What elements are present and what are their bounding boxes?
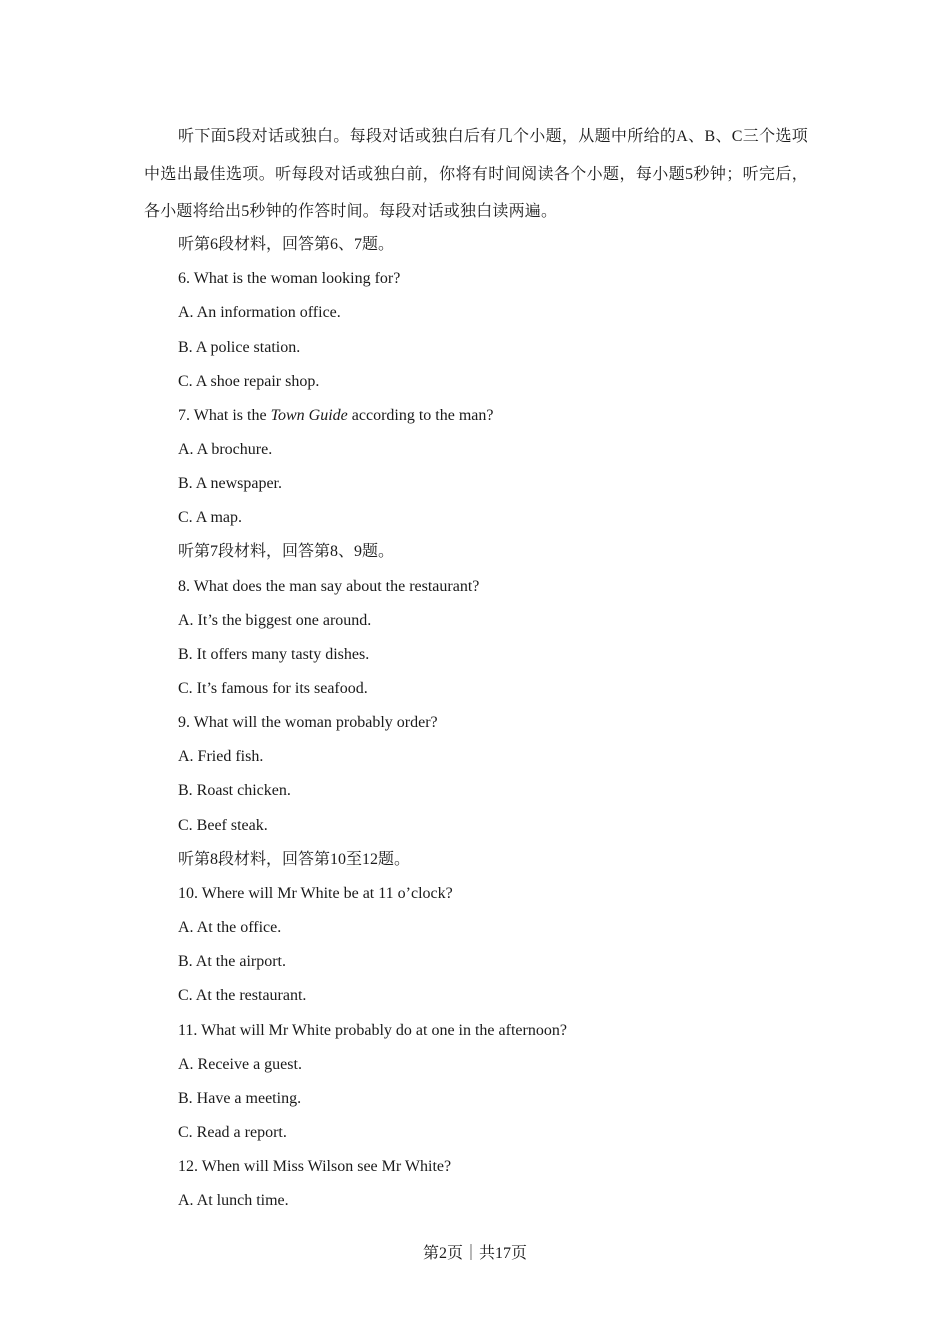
- question-11: 11. What will Mr White probably do at one in the afternoon?: [178, 1022, 567, 1039]
- q6-option-a: A. An information office.: [178, 304, 341, 321]
- q9-option-a: A. Fried fish.: [178, 748, 264, 765]
- q10-option-b: B. At the airport.: [178, 953, 286, 970]
- q8-option-b: B. It offers many tasty dishes.: [178, 646, 370, 663]
- page-number-footer: 第2页｜共17页: [422, 1245, 527, 1262]
- q6-option-c: C. A shoe repair shop.: [178, 373, 320, 390]
- q8-option-a: A. It’s the biggest one around.: [178, 612, 372, 629]
- question-10: 10. Where will Mr White be at 11 o’clock?: [178, 885, 453, 902]
- section-6-heading: 听第6段材料，回答第6、7题。: [178, 236, 395, 253]
- q10-option-a: A. At the office.: [178, 919, 282, 936]
- question-7-title: Town Guide: [270, 407, 348, 424]
- q7-option-a: A. A brochure.: [178, 441, 273, 458]
- q10-option-c: C. At the restaurant.: [178, 987, 307, 1004]
- q11-option-c: C. Read a report.: [178, 1124, 287, 1141]
- q11-option-b: B. Have a meeting.: [178, 1090, 302, 1107]
- section-8-heading: 听第8段材料，回答第10至12题。: [178, 851, 411, 868]
- q8-option-c: C. It’s famous for its seafood.: [178, 680, 368, 697]
- question-7-suffix: according to the man?: [347, 407, 494, 424]
- question-8: 8. What does the man say about the restaurant?: [178, 578, 480, 595]
- q7-option-c: C. A map.: [178, 509, 243, 526]
- section-7-heading: 听第7段材料，回答第8、9题。: [178, 543, 395, 560]
- q9-option-b: B. Roast chicken.: [178, 782, 291, 799]
- q6-option-b: B. A police station.: [178, 339, 301, 356]
- question-7: [178, 405, 494, 427]
- question-12: 12. When will Miss Wilson see Mr White?: [178, 1158, 452, 1175]
- listening-instructions: 听下面5段对话或独白。每段对话或独白后有几个小题，从题中所给的A、B、C三个选项中选出最佳选项。听每段对话或独白前，你将有时间阅读各个小题，每小题5秒钟；听完后，各小题将给出5秒钟的作答时间。每段对话或独白读两遍。: [144, 128, 808, 220]
- question-7-prefix: 7. What is the: [178, 407, 271, 424]
- question-6: 6. What is the woman looking for?: [178, 270, 401, 287]
- question-9: 9. What will the woman probably order?: [178, 714, 438, 731]
- q11-option-a: A. Receive a guest.: [178, 1056, 302, 1073]
- q9-option-c: C. Beef steak.: [178, 817, 268, 834]
- q12-option-a: A. At lunch time.: [178, 1192, 289, 1209]
- q7-option-b: B. A newspaper.: [178, 475, 282, 492]
